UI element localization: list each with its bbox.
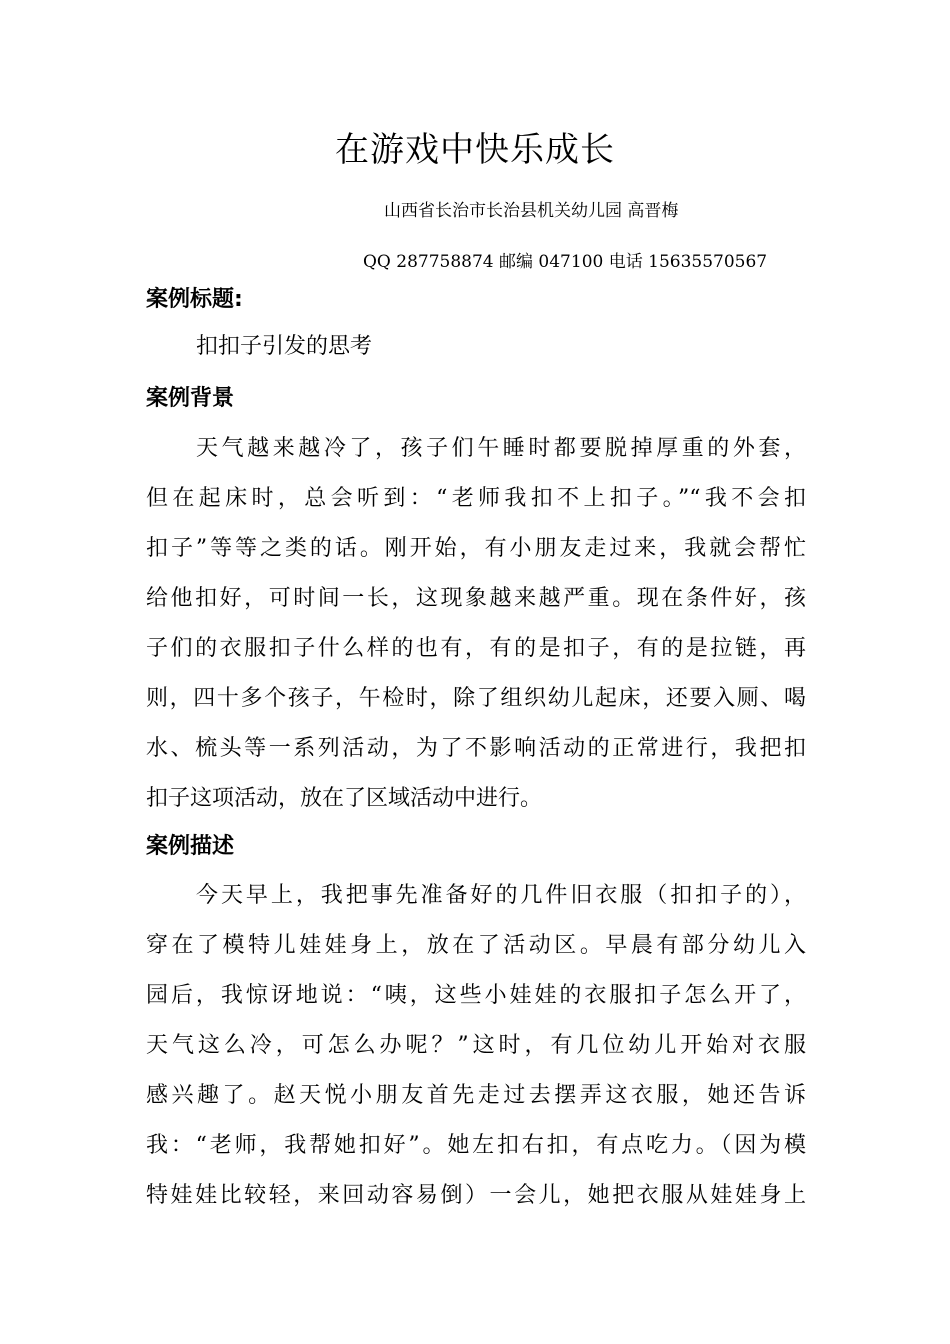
paragraph-line: 我：“老师，我帮她扣好”。她左扣右扣，有点吃力。（因为模 bbox=[146, 1133, 806, 1158]
contact-line: QQ 287758874 邮编 047100 电话 15635570567 bbox=[363, 252, 768, 272]
paragraph-line: 子们的衣服扣子什么样的也有，有的是扣子，有的是拉链，再 bbox=[146, 636, 806, 661]
author-line: 山西省长治市长治县机关幼儿园 高晋梅 bbox=[384, 201, 679, 221]
background-heading: 案例背景 bbox=[146, 386, 235, 411]
paragraph-line: 特娃娃比较轻，来回动容易倒）一会儿，她把衣服从娃娃身上 bbox=[146, 1183, 806, 1208]
case-title-heading: 案例标题: bbox=[146, 287, 243, 312]
document-title: 在游戏中快乐成长 bbox=[335, 130, 615, 170]
case-title-text: 扣扣子引发的思考 bbox=[196, 334, 373, 359]
paragraph-line: 穿在了模特儿娃娃身上，放在了活动区。早晨有部分幼儿入 bbox=[146, 933, 806, 958]
paragraph-line: 感兴趣了。赵天悦小朋友首先走过去摆弄这衣服，她还告诉 bbox=[146, 1083, 806, 1108]
paragraph-line: 则，四十多个孩子，午检时，除了组织幼儿起床，还要入厕、喝 bbox=[146, 686, 806, 711]
paragraph-line: 水、梳头等一系列活动，为了不影响活动的正常进行，我把扣 bbox=[146, 736, 806, 761]
description-paragraph bbox=[146, 871, 806, 1221]
paragraph-line: 扣子这项活动，放在了区域活动中进行。 bbox=[146, 786, 543, 811]
paragraph-line: 天气这么冷，可怎么办呢？”这时，有几位幼儿开始对衣服 bbox=[146, 1033, 806, 1058]
paragraph-line: 园后，我惊讶地说：“咦，这些小娃娃的衣服扣子怎么开了， bbox=[146, 983, 806, 1008]
paragraph-line: 今天早上，我把事先准备好的几件旧衣服（扣扣子的）， bbox=[196, 883, 806, 908]
paragraph-line: 给他扣好，可时间一长，这现象越来越严重。现在条件好，孩 bbox=[146, 586, 806, 611]
description-heading: 案例描述 bbox=[146, 834, 235, 859]
paragraph-line: 但在起床时，总会听到：“老师我扣不上扣子。”“我不会扣 bbox=[146, 486, 806, 511]
paragraph-line: 扣子”等等之类的话。刚开始，有小朋友走过来，我就会帮忙 bbox=[146, 536, 806, 561]
background-paragraph bbox=[146, 424, 806, 824]
paragraph-line: 天气越来越冷了，孩子们午睡时都要脱掉厚重的外套， bbox=[196, 436, 806, 461]
